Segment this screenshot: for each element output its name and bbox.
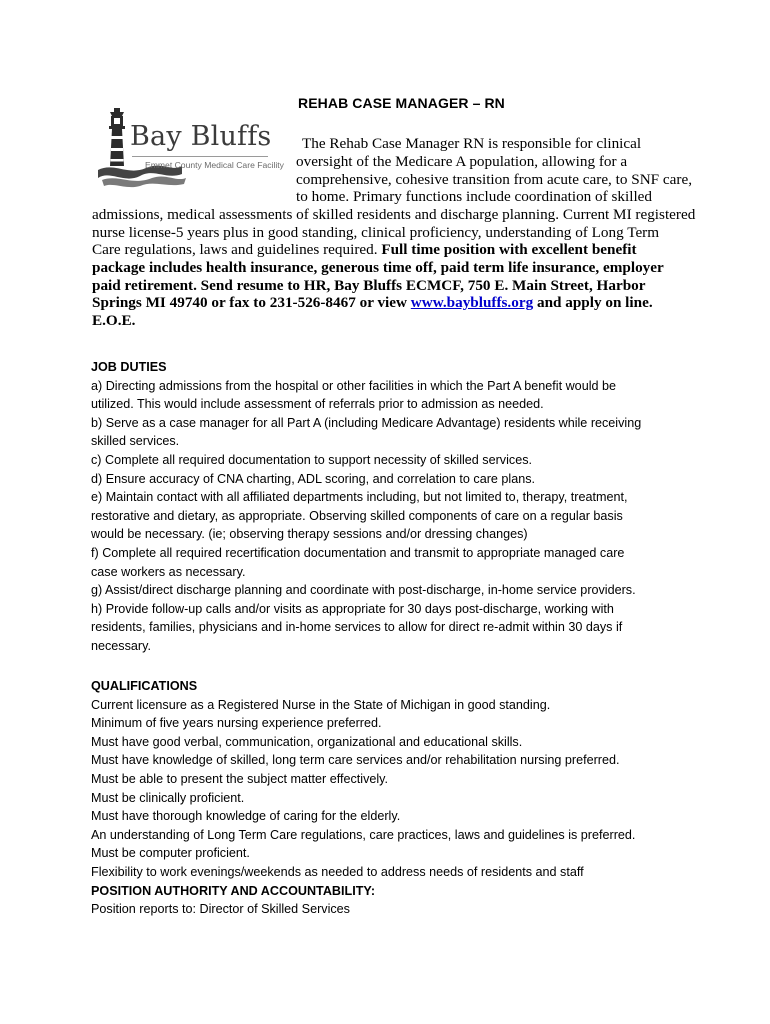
qualification-line: Must have thorough knowledge of caring for the elderly. <box>91 809 401 824</box>
duty-line: case workers as necessary. <box>91 564 246 579</box>
intro-bold-text: package includes health insurance, generous time off, paid term life insurance, employer <box>92 259 664 276</box>
bay-bluffs-logo <box>96 106 284 190</box>
job-duties-section <box>91 358 691 656</box>
qualification-line: Must have knowledge of skilled, long term care services and/or rehabilitation nursing preferred. <box>91 753 620 768</box>
intro-text: Care regulations, laws and guidelines required. <box>92 241 378 258</box>
website-link[interactable]: www.baybluffs.org <box>410 294 534 311</box>
page-title: REHAB CASE MANAGER – RN <box>298 95 505 111</box>
intro-line <box>92 241 637 259</box>
duty-line: d) Ensure accuracy of CNA charting, ADL scoring, and correlation to care plans. <box>91 471 536 486</box>
qualification-line: Must be computer proficient. <box>91 846 250 861</box>
intro-line: oversight of the Medicare A population, allowing for a <box>296 153 628 170</box>
intro-line: The Rehab Case Manager RN is responsible for clinical <box>302 135 642 152</box>
qualification-line: Must be clinically proficient. <box>91 790 245 805</box>
duty-line: h) Provide follow-up calls and/or visits as appropriate for 30 days post-discharge, working with <box>91 601 614 616</box>
qualification-line: An understanding of Long Term Care regulations, care practices, laws and guidelines is preferred. <box>91 827 636 842</box>
duty-line: e) Maintain contact with all affiliated departments including, but not limited to, therapy, treatment, <box>91 490 628 505</box>
intro-line: nurse license-5 years plus in good standing, clinical proficiency, understanding of Long Term <box>92 224 660 241</box>
intro-bold-text: Springs MI 49740 or fax to 231-526-8467 or view <box>92 294 411 311</box>
duty-line: g) Assist/direct discharge planning and coordinate with post-discharge, in-home service providers. <box>91 583 636 598</box>
duty-line: necessary. <box>91 638 151 653</box>
qualifications-section <box>91 677 691 919</box>
duty-line: c) Complete all required documentation to support necessity of skilled services. <box>91 452 532 467</box>
intro-bold-line <box>92 294 653 312</box>
job-duties-heading: JOB DUTIES <box>91 360 167 374</box>
intro-bold-line <box>92 277 645 295</box>
duty-line: b) Serve as a case manager for all Part A (including Medicare Advantage) residents while receiving <box>91 415 642 430</box>
eoe-line <box>92 312 135 330</box>
qualification-line: Must be able to present the subject matter effectively. <box>91 771 389 786</box>
duty-line: restorative and dietary, as appropriate. Observing skilled components of care on a regular basis <box>91 508 623 523</box>
logo-name: Bay Bluffs <box>130 121 272 152</box>
duty-line: residents, families, physicians and in-home services to allow for direct re-admit within 30 days if <box>91 620 623 635</box>
duty-line: a) Directing admissions from the hospital or other facilities in which the Part A benefit would be <box>91 378 617 393</box>
eoe-text: E.O.E. <box>92 312 136 329</box>
authority-line: Position reports to: Director of Skilled Services <box>91 902 350 917</box>
logo-subtitle: Emmet County Medical Care Facility <box>145 160 284 170</box>
qualifications-heading: QUALIFICATIONS <box>91 679 198 693</box>
duty-line: skilled services. <box>91 434 180 449</box>
qualification-line: Must have good verbal, communication, organizational and educational skills. <box>91 734 523 749</box>
qualification-line: Minimum of five years nursing experience preferred. <box>91 716 382 731</box>
intro-bold-text: and apply on line. <box>533 294 653 311</box>
duty-line: would be necessary. (ie; observing therapy sessions and/or dressing changes) <box>91 527 528 542</box>
intro-bold-text: Full time position with excellent benefit <box>381 241 637 258</box>
intro-line: to home. Primary functions include coordination of skilled <box>296 188 652 205</box>
intro-bold-text: paid retirement. Send resume to HR, Bay Bluffs ECMCF, 750 E. Main Street, Harbor <box>92 277 646 294</box>
duty-line: f) Complete all required recertification documentation and transmit to appropriate managed care <box>91 545 625 560</box>
qualification-line: Current licensure as a Registered Nurse in the State of Michigan in good standing. <box>91 697 551 712</box>
intro-bold-line <box>92 259 664 277</box>
intro-line: admissions, medical assessments of skilled residents and discharge planning. Current MI registered <box>92 206 696 223</box>
intro-line: comprehensive, cohesive transition from acute care, to SNF care, <box>296 171 692 188</box>
duty-line: utilized. This would include assessment of referrals prior to admission as needed. <box>91 397 544 412</box>
authority-heading: POSITION AUTHORITY AND ACCOUNTABILITY: <box>91 883 376 898</box>
qualification-line: Flexibility to work evenings/weekends as needed to address needs of residents and staff <box>91 864 584 879</box>
